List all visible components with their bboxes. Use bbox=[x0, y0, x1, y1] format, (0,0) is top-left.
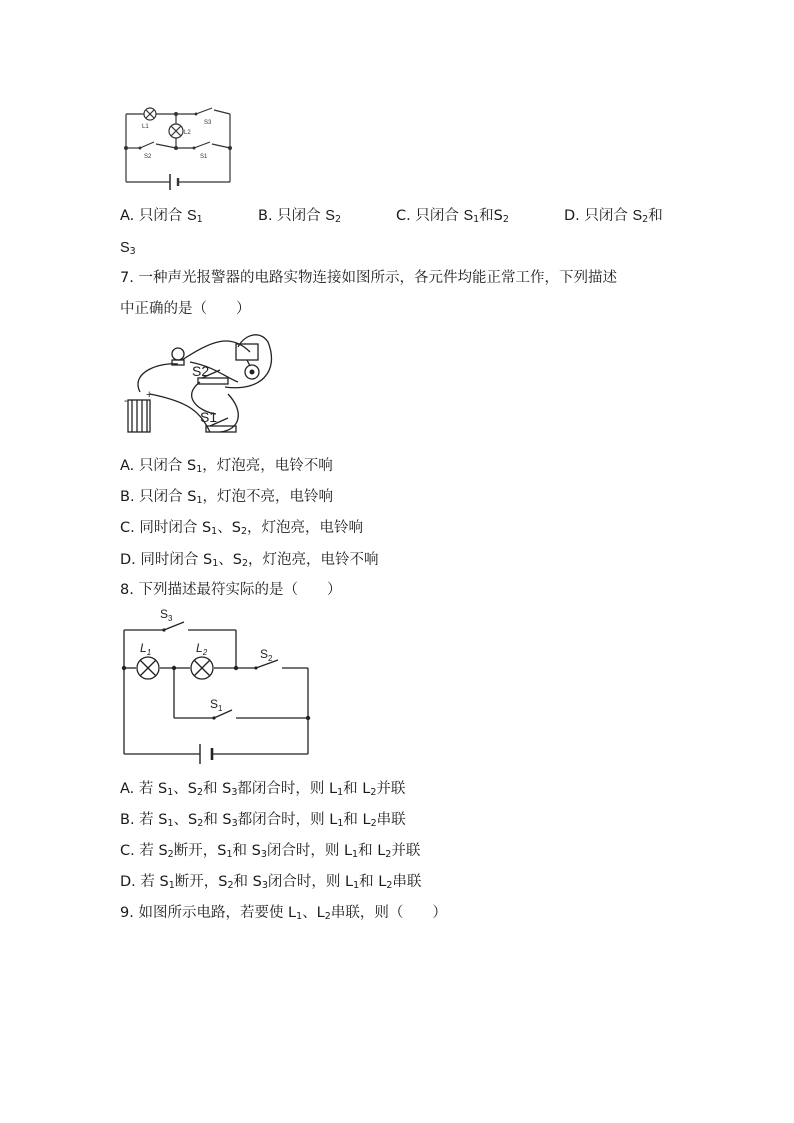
q8-option-d[interactable]: D. 若 $S_1$断开，$S_2$和 $S_3$闭合时，则 $L_1$和 $L_2$串联 bbox=[120, 874, 422, 891]
q8-option-c[interactable]: C. 若 $S_2$断开，$S_1$和 $S_3$闭合时，则 $L_1$和 $L_2$并联 bbox=[120, 843, 421, 860]
q7-label-s1: S1 bbox=[200, 409, 218, 425]
q8-label-l2: $L_2$ bbox=[196, 641, 208, 657]
q8-label-s2: $S_2$ bbox=[260, 647, 273, 663]
q8-circuit-diagram bbox=[118, 604, 318, 764]
q6-label-l1: L1 bbox=[142, 124, 149, 130]
q7-physical-circuit bbox=[120, 332, 280, 442]
q6-option-a[interactable]: A. 只闭合 $S_1$ bbox=[120, 208, 203, 225]
q7-option-b[interactable]: B. 只闭合 $S_1$，灯泡不亮，电铃响 bbox=[120, 489, 334, 506]
q6-label-l2: L2 bbox=[184, 130, 191, 136]
q7-label-minus: - bbox=[124, 395, 128, 407]
q8-option-a[interactable]: A. 若 $S_1$、$S_2$和 $S_3$都闭合时，则 $L_1$和 $L_2$并联 bbox=[120, 781, 406, 798]
q6-label-s3: S3 bbox=[204, 120, 212, 126]
q6-option-c[interactable]: C. 只闭合 $S_1$和$S_2$ bbox=[396, 208, 509, 225]
q8-label-l1: $L_1$ bbox=[140, 641, 152, 657]
q6-option-d[interactable]: D. 只闭合 $S_2$和 bbox=[564, 208, 663, 225]
q8-label-s3: $S_3$ bbox=[160, 607, 173, 623]
q9-stem: 9. 如图所示电路，若要使 $L_1$、$L_2$串联，则（ ） bbox=[120, 905, 447, 922]
q6-option-b[interactable]: B. 只闭合 $S_2$ bbox=[258, 208, 341, 225]
q7-option-d[interactable]: D. 同时闭合 $S_1$、$S_2$，灯泡亮，电铃不响 bbox=[120, 552, 379, 569]
q6-label-s2: S2 bbox=[144, 154, 152, 160]
q7-label-plus: + bbox=[146, 389, 153, 401]
q7-label-s2: S2 bbox=[192, 363, 210, 379]
q8-label-s1: $S_1$ bbox=[210, 697, 223, 713]
q6-label-s1: S1 bbox=[200, 154, 208, 160]
q6-circuit-diagram bbox=[118, 100, 238, 192]
q7-stem-line1: 7. 一种声光报警器的电路实物连接如图所示，各元件均能正常工作，下列描述 bbox=[120, 270, 617, 286]
q6-option-d-wrap: $S_3$ bbox=[120, 240, 136, 257]
q7-option-c[interactable]: C. 同时闭合 $S_1$、$S_2$，灯泡亮，电铃响 bbox=[120, 520, 363, 537]
q7-option-a[interactable]: A. 只闭合 $S_1$，灯泡亮，电铃不响 bbox=[120, 458, 333, 475]
q8-stem: 8. 下列描述最符实际的是（ ） bbox=[120, 582, 342, 598]
q8-option-b[interactable]: B. 若 $S_1$、$S_2$和 $S_3$都闭合时，则 $L_1$和 $L_2$串联 bbox=[120, 812, 406, 829]
q7-stem-line2: 中正确的是（ ） bbox=[120, 301, 251, 317]
